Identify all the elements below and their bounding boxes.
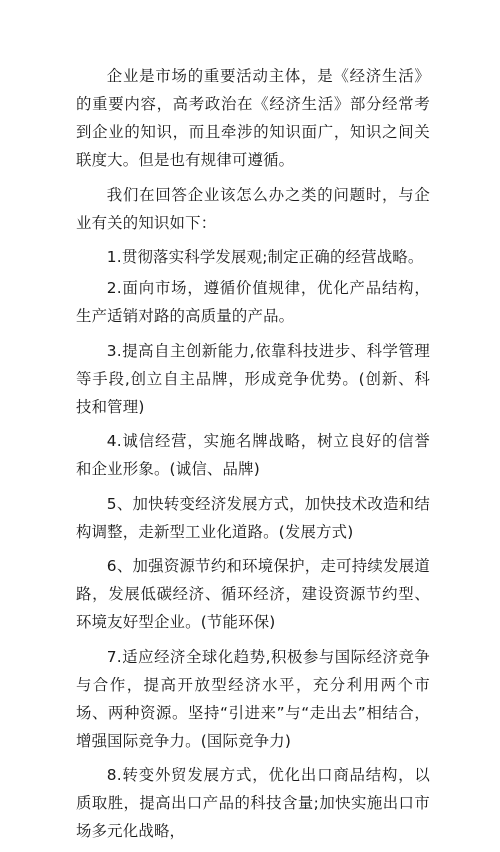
list-item-6: 6、加强资源节约和环境保护，走可持续发展道路，发展低碳经济、循环经济，建设资源节约型、环境友好型企业。(节能环保) [76, 557, 430, 631]
paragraph-lead-in: 我们在回答企业该怎么办之类的问题时，与企业有关的知识如下： [76, 185, 430, 232]
list-item-1: 1.贯彻落实科学发展观;制定正确的经营战略。 [106, 248, 424, 266]
document-page [76, 62, 430, 852]
list-item-2: 2.面向市场，遵循价值规律，优化产品结构，生产适销对路的高质量的产品。 [76, 279, 430, 325]
list-item-3: 3.提高自主创新能力,依靠科技进步、科学管理等手段,创立自主品牌，形成竞争优势。(创新、科技和管理) [76, 341, 430, 416]
list-item-8: 8.转变外贸发展方式，优化出口商品结构，以质取胜，提高出口产品的科技含量;加快实施出口市场多元化战略， [76, 766, 430, 840]
list-item-5: 5、加快转变经济发展方式，加快技术改造和结构调整，走新型工业化道路。(发展方式) [76, 494, 430, 541]
list-item-4: 4.诚信经营，实施名牌战略，树立良好的信誉和企业形象。(诚信、品牌) [76, 432, 430, 478]
paragraph-intro: 企业是市场的重要活动主体，是《经济生活》的重要内容，高考政治在《经济生活》部分经常考到企业的知识，而且牵涉的知识面广，知识之间关联度大。但是也有规律可遵循。 [76, 67, 430, 169]
list-item-7: 7.适应经济全球化趋势,积极参与国际经济竞争与合作，提高开放型经济水平，充分利用两个市场、两种资源。坚持“引进来”与“走出去”相结合，增强国际竞争力。(国际竞争力) [76, 647, 430, 750]
